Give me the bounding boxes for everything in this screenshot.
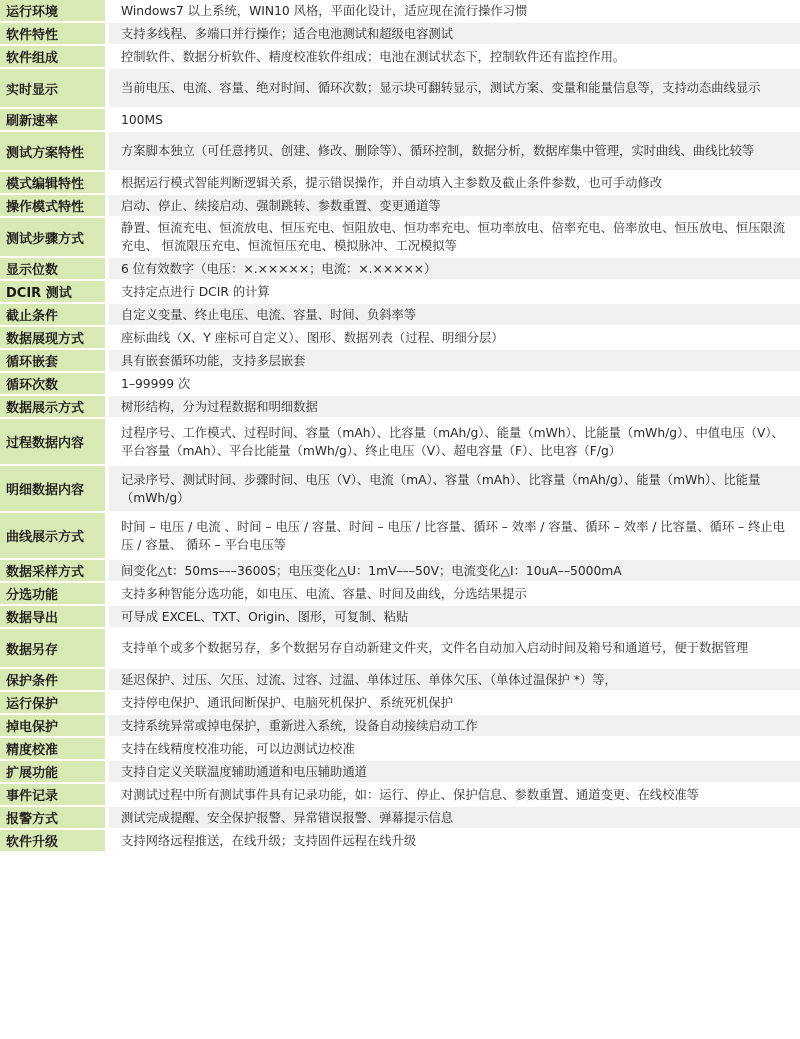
row-label: 数据导出	[0, 606, 105, 627]
row-value-text: 时间 – 电压 / 电流 、时间 – 电压 / 容量、时间 – 电压 / 比容量、循环 – 效率 / 容量、循环 – 效率 / 比容量、循环 – 终止电压 / 容量、 循环 – 平台电压等	[121, 519, 785, 552]
row-label: DCIR 测试	[0, 281, 105, 302]
row-value	[105, 69, 800, 107]
row-value	[105, 606, 800, 627]
table-row	[0, 281, 800, 304]
row-value	[105, 513, 800, 558]
row-value	[105, 0, 800, 21]
row-value	[105, 373, 800, 394]
row-label: 软件升级	[0, 830, 105, 851]
row-label: 事件记录	[0, 784, 105, 805]
row-value-text: 支持多线程、多端口并行操作；适合电池测试和超级电容测试	[121, 26, 454, 41]
row-value	[105, 692, 800, 713]
table-row	[0, 46, 800, 69]
row-label: 精度校准	[0, 738, 105, 759]
table-row	[0, 0, 800, 23]
row-value	[105, 109, 800, 130]
row-value	[105, 629, 800, 667]
row-label: 显示位数	[0, 258, 105, 279]
row-value	[105, 304, 800, 325]
row-label: 运行保护	[0, 692, 105, 713]
table-row	[0, 807, 800, 830]
row-value	[105, 172, 800, 193]
row-value-text: Windows7 以上系统，WIN10 风格，平面化设计，适应现在流行操作习惯	[121, 3, 528, 18]
row-value-text: 支持在线精度校准功能，可以边测试边校准	[121, 741, 355, 756]
row-value-text: 静置、恒流充电、恒流放电、恒压充电、恒阻放电、恒功率充电、恒功率放电、倍率充电、倍率放电、恒压放电、恒压限流充电、 恒流限压充电、恒流恒压充电、模拟脉冲、工况模拟等	[121, 221, 786, 253]
table-row	[0, 784, 800, 807]
row-value-text: 自定义变量、终止电压、电流、容量、时间、负斜率等	[121, 307, 417, 322]
row-value	[105, 830, 800, 851]
row-value	[105, 218, 800, 256]
row-value	[105, 738, 800, 759]
row-value-text: 支持停电保护、通讯间断保护、电脑死机保护、系统死机保护	[121, 695, 454, 710]
row-value	[105, 715, 800, 736]
row-value	[105, 761, 800, 782]
row-value-text: 根据运行模式智能判断逻辑关系，提示错误操作，并自动填入主参数及截止条件参数，也可手动修改	[121, 175, 663, 190]
table-row	[0, 304, 800, 327]
row-value	[105, 281, 800, 302]
row-label: 扩展功能	[0, 761, 105, 782]
row-value	[105, 350, 800, 371]
table-row	[0, 583, 800, 606]
row-value	[105, 46, 800, 67]
row-label: 测试方案特性	[0, 132, 105, 170]
row-value	[105, 195, 800, 216]
table-row	[0, 132, 800, 172]
row-label: 保护条件	[0, 669, 105, 690]
row-value-text: 方案脚本独立（可任意拷贝、创建、修改、删除等）、循环控制，数据分析，数据库集中管理，实时曲线、曲线比较等	[121, 144, 755, 158]
row-label: 测试步骤方式	[0, 218, 105, 256]
row-value	[105, 419, 800, 464]
row-label: 数据展示方式	[0, 396, 105, 417]
row-value-text: 支持自定义关联温度辅助通道和电压辅助通道	[121, 764, 367, 779]
row-value-text: 座标曲线（X、Y 座标可自定义）、图形、数据列表（过程、明细分层）	[121, 330, 504, 345]
table-row	[0, 396, 800, 419]
row-value-text: 可导成 EXCEL、TXT、Origin、图形，可复制、粘贴	[121, 609, 409, 624]
table-row	[0, 466, 800, 513]
table-row	[0, 327, 800, 350]
row-value-text: 启动、停止、续接启动、强制跳转、参数重置、变更通道等	[121, 198, 441, 213]
row-label: 模式编辑特性	[0, 172, 105, 193]
row-value-text: 测试完成提醒、安全保护报警、异常错误报警、弹幕提示信息	[121, 810, 454, 825]
row-value-text: 支持网络远程推送，在线升级；支持固件远程在线升级	[121, 833, 417, 848]
row-label: 循环次数	[0, 373, 105, 394]
row-label: 数据另存	[0, 629, 105, 667]
row-value-text: 具有嵌套循环功能，支持多层嵌套	[121, 353, 306, 368]
row-value-text: 支持系统异常或掉电保护，重新进入系统，设备自动接续启动工作	[121, 718, 478, 733]
row-value-text: 支持多种智能分选功能，如电压、电流、容量、时间及曲线，分选结果提示	[121, 586, 527, 601]
row-label: 曲线展示方式	[0, 513, 105, 558]
row-value-text: 控制软件、数据分析软件、精度校准软件组成；电池在测试状态下，控制软件还有监控作用。	[121, 49, 626, 64]
row-label: 掉电保护	[0, 715, 105, 736]
row-value-text: 支持定点进行 DCIR 的计算	[121, 284, 270, 299]
table-row	[0, 373, 800, 396]
table-row	[0, 738, 800, 761]
row-value	[105, 807, 800, 828]
row-value	[105, 560, 800, 581]
row-value-text: 对测试过程中所有测试事件具有记录功能，如：运行、停止、保护信息、参数重置、通道变更、在线校准等	[121, 787, 699, 802]
row-label: 刷新速率	[0, 109, 105, 130]
row-value-text: 树形结构，分为过程数据和明细数据	[121, 399, 318, 414]
table-row	[0, 23, 800, 46]
row-value	[105, 396, 800, 417]
row-label: 操作模式特性	[0, 195, 105, 216]
row-value	[105, 23, 800, 44]
row-value	[105, 583, 800, 604]
row-label: 实时显示	[0, 69, 105, 107]
row-label: 报警方式	[0, 807, 105, 828]
row-value-text: 过程序号、工作模式、过程时间、容量（mAh）、比容量（mAh/g）、能量（mWh）、比能量（mWh/g）、中值电压（V）、平台容量（mAh）、平台比能量（mWh/g）、终止电压（V）、超电容量（F）、比电容（F/g）	[121, 425, 784, 458]
table-row	[0, 606, 800, 629]
row-value-text: 记录序号、测试时间、步骤时间、电压（V）、电流（mA）、容量（mAh）、比容量（mAh/g）、能量（mWh）、比能量（mWh/g）	[121, 472, 761, 505]
row-label: 数据展现方式	[0, 327, 105, 348]
row-value-text: 延迟保护、过压、欠压、过流、过容、过温、单体过压、单体欠压、（单体过温保护 *）等，	[121, 672, 617, 687]
table-row	[0, 419, 800, 466]
table-row	[0, 109, 800, 132]
row-value	[105, 466, 800, 511]
table-row	[0, 218, 800, 258]
table-row	[0, 560, 800, 583]
table-row	[0, 195, 800, 218]
row-value-text: 6 位有效数字（电压：×.×××××；电流：×.×××××）	[121, 261, 437, 276]
table-row	[0, 350, 800, 373]
row-value-text: 当前电压、电流、容量、绝对时间、循环次数；显示块可翻转显示，测试方案、变量和能量信息等，支持动态曲线显示	[121, 81, 761, 95]
row-label: 软件特性	[0, 23, 105, 44]
table-row	[0, 258, 800, 281]
row-value	[105, 258, 800, 279]
row-label: 数据采样方式	[0, 560, 105, 581]
table-row	[0, 715, 800, 738]
row-label: 明细数据内容	[0, 466, 105, 511]
row-value-text: 支持单个或多个数据另存，多个数据另存自动新建文件夹，文件名自动加入启动时间及箱号和通道号，便于数据管理	[121, 641, 749, 655]
row-label: 循环嵌套	[0, 350, 105, 371]
row-value-text: 间变化△t：50ms–––3600S；电压变化△U：1mV–––50V；电流变化△I：10uA––5000mA	[121, 563, 622, 578]
table-row	[0, 830, 800, 853]
row-label: 过程数据内容	[0, 419, 105, 464]
row-value	[105, 669, 800, 690]
row-label: 运行环境	[0, 0, 105, 21]
table-row	[0, 513, 800, 560]
row-value	[105, 784, 800, 805]
row-label: 分选功能	[0, 583, 105, 604]
row-value	[105, 327, 800, 348]
table-row	[0, 172, 800, 195]
row-label: 截止条件	[0, 304, 105, 325]
table-row	[0, 69, 800, 109]
table-row	[0, 669, 800, 692]
table-row	[0, 761, 800, 784]
row-value	[105, 132, 800, 170]
row-value-text: 100MS	[121, 112, 163, 127]
row-label: 软件组成	[0, 46, 105, 67]
table-row	[0, 692, 800, 715]
row-value-text: 1–99999 次	[121, 376, 191, 391]
table-row	[0, 629, 800, 669]
